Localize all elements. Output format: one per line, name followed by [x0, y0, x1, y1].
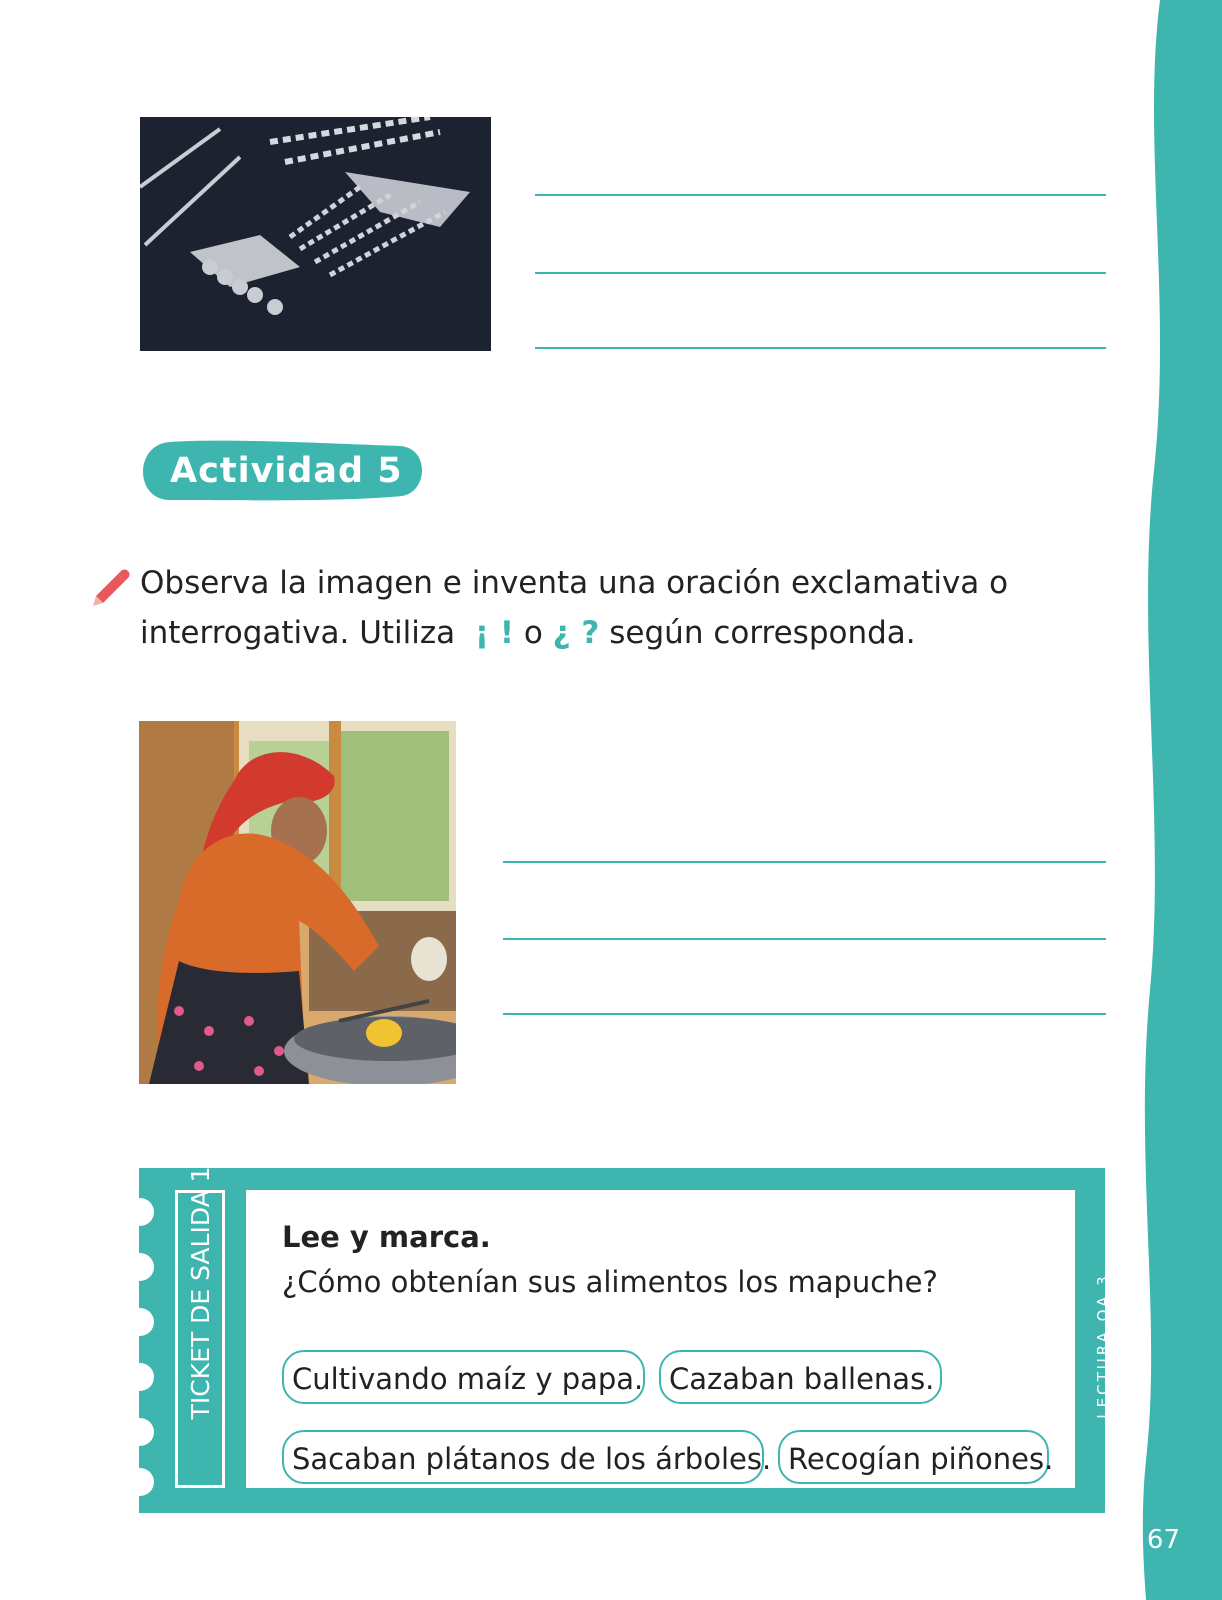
instruction-line-2	[140, 608, 1060, 658]
answer-option[interactable]: Recogían piñones.	[778, 1430, 1049, 1484]
instruction-line-1: Observa la imagen e inventa una oración exclamativa o	[140, 565, 1009, 601]
answer-line[interactable]	[535, 272, 1106, 274]
ticket-prompt: Lee y marca.	[282, 1220, 491, 1254]
page-number: 67	[1146, 1525, 1180, 1555]
answer-option[interactable]: Cultivando maíz y papa.	[282, 1350, 645, 1404]
pencil-icon	[90, 566, 132, 608]
answer-line[interactable]	[503, 938, 1106, 940]
ticket-learning-code: LECTURA OA 3	[1094, 1273, 1112, 1419]
activity-instruction	[140, 558, 1060, 658]
jewelry-photo	[140, 117, 491, 351]
question-marks: ¿ ?	[552, 615, 600, 651]
ticket-question: ¿Cómo obtenían sus alimentos los mapuche?	[282, 1265, 938, 1299]
instruction-connector: o	[523, 615, 543, 651]
activity-title: Actividad 5	[170, 451, 403, 491]
answer-option[interactable]: Cazaban ballenas.	[659, 1350, 942, 1404]
ticket-notch	[126, 1418, 154, 1446]
exit-ticket	[139, 1134, 1112, 1513]
ticket-notch	[126, 1363, 154, 1391]
cooking-woman-photo	[139, 721, 456, 1084]
answer-option[interactable]: Sacaban plátanos de los árboles.	[282, 1430, 764, 1484]
answer-line[interactable]	[535, 347, 1106, 349]
ticket-notch	[126, 1253, 154, 1281]
ticket-body	[246, 1190, 1075, 1488]
ticket-notch	[126, 1198, 154, 1226]
ticket-notch	[126, 1308, 154, 1336]
ticket-notch	[126, 1468, 154, 1496]
ticket-side-label: TICKET DE SALIDA 122	[186, 1134, 215, 1420]
side-color-band	[1132, 0, 1222, 1600]
exclamation-marks: ¡ !	[474, 615, 514, 651]
activity-badge	[140, 440, 425, 502]
answer-line[interactable]	[503, 861, 1106, 863]
instruction-suffix: según corresponda.	[609, 615, 916, 651]
instruction-prefix: interrogativa. Utiliza	[140, 615, 456, 651]
answer-line[interactable]	[503, 1013, 1106, 1015]
answer-line[interactable]	[535, 194, 1106, 196]
